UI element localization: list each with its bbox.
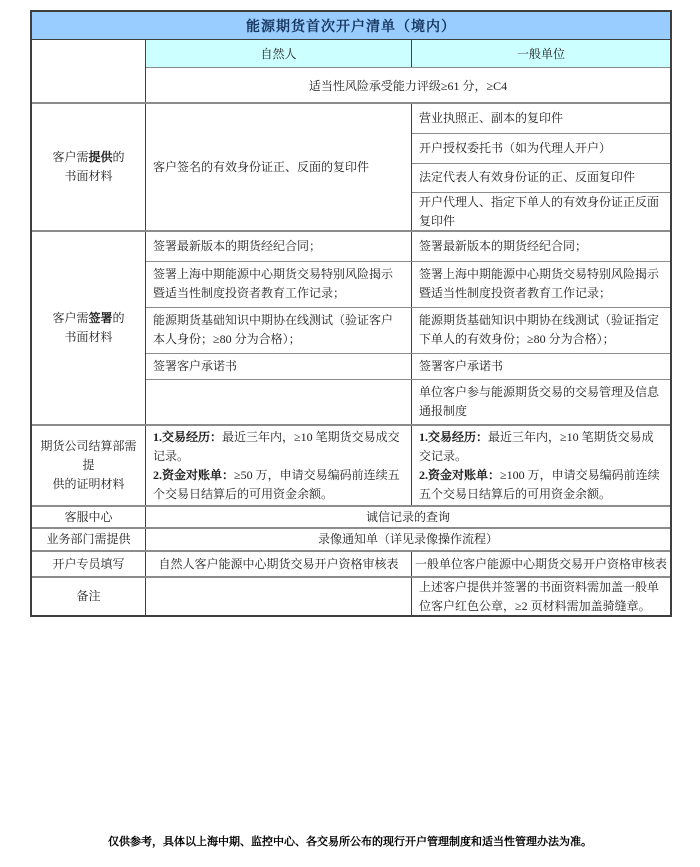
section-business-dept <box>32 527 670 550</box>
sign-row <box>146 353 670 380</box>
row-label-account-specialist: 开户专员填写 <box>32 552 146 576</box>
section-service-center <box>32 505 670 527</box>
sign-row <box>146 379 670 424</box>
cell-remarks-unit: 上述客户提供并签署的书面资料需加盖一般单位客户红色公章，≥2 页材料需加盖骑缝章。 <box>419 579 660 613</box>
row-label-sign: 客户需签署的 书面材料 <box>32 232 146 424</box>
empty-corner-cell <box>32 40 146 102</box>
row-label-settlement: 期货公司结算部需提 供的证明材料 <box>32 426 146 505</box>
cell-provide-natural: 客户签名的有效身份证正、反面的复印件 <box>146 104 412 230</box>
cell-unit: 签署客户承诺书 <box>419 359 504 374</box>
unit-item: 开户代理人、指定下单人的有效身份证正反面复印件 <box>412 192 670 230</box>
col-header-natural-person: 自然人 <box>146 40 412 67</box>
row-label-business-dept: 业务部门需提供 <box>32 529 146 550</box>
cell-remarks-natural <box>146 578 412 615</box>
section-provide <box>32 102 670 230</box>
cell-natural: 签署最新版本的期货经纪合同； <box>146 232 412 261</box>
header-band <box>32 40 670 102</box>
section-remarks <box>32 576 670 615</box>
cells-provide-unit <box>412 104 670 230</box>
cell-specialist-unit: 一般单位客户能源中心期货交易开户资格审核表 <box>415 556 668 571</box>
page-title: 能源期货首次开户清单（境内） <box>32 12 670 40</box>
cell-natural: 签署上海中期能源中心期货交易特别风险揭示暨适当性制度投资者教育工作记录； <box>146 262 412 308</box>
sign-row <box>146 232 670 261</box>
unit-item: 营业执照正、副本的复印件 <box>419 111 564 126</box>
cell-natural <box>146 380 412 424</box>
section-sign <box>32 230 670 424</box>
column-header-row <box>146 40 670 67</box>
account-opening-checklist-table <box>30 10 672 617</box>
risk-rating-criteria-cell: 适当性风险承受能力评级≥61 分，≥C4 <box>146 67 670 102</box>
unit-item: 法定代表人有效身份证的正、反面复印件 <box>412 163 670 192</box>
cell-unit: 签署最新版本的期货经纪合同； <box>419 238 588 253</box>
cell-unit: 单位客户参与能源期货交易的交易管理及信息通报制度 <box>419 385 660 419</box>
sign-row <box>146 307 670 353</box>
row-label-remarks: 备注 <box>32 578 146 615</box>
cell-natural: 签署客户承诺书 <box>146 354 412 380</box>
col-header-general-unit: 一般单位 <box>516 47 565 61</box>
row-label-provide: 客户需提供的 书面材料 <box>32 104 146 230</box>
section-account-specialist <box>32 550 670 576</box>
cell-business-dept: 录像通知单（详见录像操作流程） <box>317 532 498 546</box>
unit-item: 开户授权委托书（如为代理人开户） <box>412 133 670 162</box>
row-label-service-center: 客服中心 <box>32 507 146 527</box>
cell-service-center: 诚信记录的查询 <box>365 509 450 524</box>
cell-settlement-natural: 1.交易经历：最近三年内，≥10 笔期货交易成交记录。 2.资金对账单：≥50 万，申请交易编码前连续五个交易日结算后的可用资金余额。 <box>146 426 412 505</box>
cell-natural: 能源期货基础知识中期协在线测试（验证客户本人身份；≥80 分为合格）； <box>146 308 412 353</box>
cell-unit: 能源期货基础知识中期协在线测试（验证指定下单人的有效身份；≥80 分为合格）； <box>419 313 660 347</box>
cell-settlement-unit: 1.交易经历：最近三年内，≥10 笔期货交易成交记录。 2.资金对账单：≥100 万，申请交易编码前连续五个交易日结算后的可用资金余额。 <box>419 429 660 501</box>
cell-unit: 签署上海中期能源中心期货交易特别风险揭示暨适当性制度投资者教育工作记录； <box>419 267 660 301</box>
disclaimer-footnote: 仅供参考，具体以上海中期、监控中心、各交易所公布的现行开户管理制度和适当性管理办法为准。 <box>108 836 592 848</box>
sign-row <box>146 261 670 308</box>
cell-specialist-natural: 自然人客户能源中心期货交易开户资格审核表 <box>146 552 412 576</box>
section-settlement <box>32 424 670 505</box>
